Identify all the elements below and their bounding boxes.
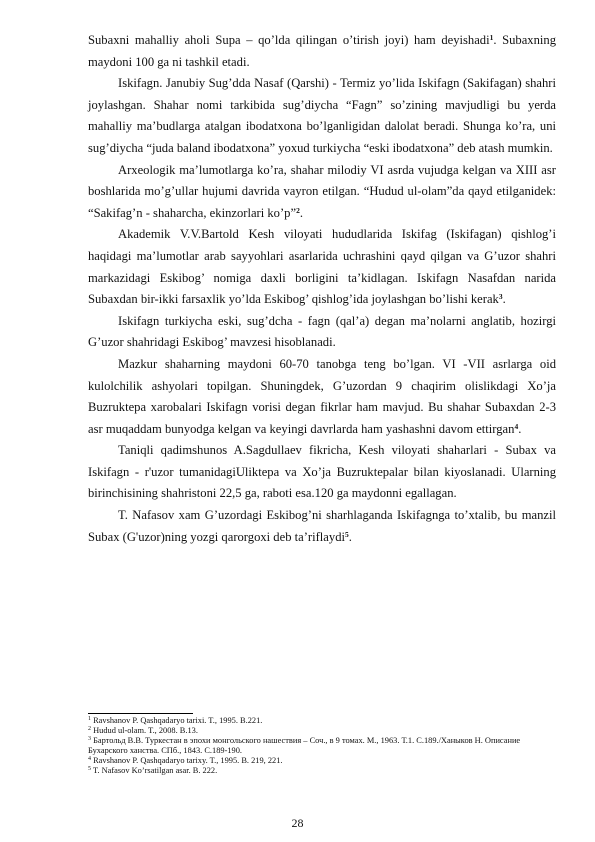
paragraph: Taniqli qadimshunos A.Sagdullaev fikricha, Kesh viloyati shaharlari - Subax va Iskifagn - r'uzor tumanidagiUliktepa va Xo’ja Buzruktepalar bilan kiyoslanadi. Ularning birinchisining shahristoni 22,5 ga, raboti esa.120 ga maydonni egallagan. xyxy=(88,443,556,501)
paragraph: Subaxni mahalliy aholi Supa – qo’lda qilingan o’tirish joyi) ham deyishadi$^1$. Subaxning maydoni 100 ga ni tashkil etadi. xyxy=(88,33,556,69)
footnote: $^5$ T. Nafasov Ko’rsatilgan asar. B. 222. xyxy=(88,766,218,775)
footnote-ref: 2 xyxy=(296,205,300,215)
footnote: $^3$ Бартольд В.В. Туркестан в эпохи монгольского нашествия – Соч., в 9 томах. М., 1963. Т.1. С.189./Ханыков Н. Описание Бухарского ханства. СПб., 1843. С.189-190. xyxy=(88,736,521,755)
paragraph: Arxeologik ma’lumotlarga ko’ra, shahar milodiy VI asrda vujudga kelgan va XIII asr boshlarida mo’g’ullar hujumi davrida vayron etilgan. “Hudud ul-olam”da qayd etilganidek: “Sakifag’n - shaharcha, ekinzorlari ko’p”$^2$. xyxy=(88,162,556,220)
footnotes xyxy=(88,716,556,776)
paragraph: Mazkur shaharning maydoni 60-70 tanobga teng bo’lgan. VI -VII asrlarga oid kulolchilik ashyolari topilgan. Shuningdek, G’uzordan 9 chaqirim olislikdagi Xo’ja Buzruktepa xarobalari Iskifagn vorisi degan fikrlar ham mavjud. Bu shahar Subaxdan 2-3 asr muqaddam bunyodga kelgan va keyingi davrlarda ham yashashni davom ettirgan$^4$. xyxy=(88,356,556,436)
footnote: $^2$ Hudud ul-olam. T., 2008. B.13. xyxy=(88,726,198,735)
page-number: 28 xyxy=(291,816,304,830)
footnote-ref: 3 xyxy=(498,292,503,302)
footnote-divider xyxy=(88,713,193,714)
paragraph: T. Nafasov xam G’uzordagi Eskibog’ni sharhlaganda Iskifagnga to’xtalib, bu manzil Subax (G'uzor)ning yozgi qarorgoxi deb ta’riflaydi$^5$. xyxy=(88,508,556,544)
footnote: $^1$ Ravshanov P. Qashqadaryo tarixi. T., 1995. B.221. xyxy=(88,716,263,725)
paragraph: Iskifagn turkiycha eski, sug’dcha - fagn (qal’a) degan ma’nolarni anglatib, hozirgi G’uzor shahridagi Eskibog’ mavzesi hisoblanadi. xyxy=(88,313,556,350)
paragraph: Akademik V.V.Bartold Kesh viloyati hududlarida Iskifag (Iskifagan) qishlog’i haqidagi ma’lumotlar arab sayyohlari asarlarida uchrashini qayd qilgan va G’uzor shahri markazidagi Eskibog’ nomiga daxli borligini ta’kidlagan. Iskifagn Nasafdan narida Subaxdan bir-ikki farsaxlik yo’lda Eskibog’ qishlog’ida joylashgan bo’lishi kerak$^3$. xyxy=(88,227,556,307)
footnote-ref: 4 xyxy=(514,421,519,431)
body-text xyxy=(88,30,556,548)
paragraph: Iskifagn. Janubiy Sug’dda Nasaf (Qarshi) - Termiz yo’lida Iskifagn (Sakifagan) shahri joylashgan. Shahar nomi tarkibida sug’diycha “Fagn” so’zining mavjudligi bu yerda mahalliy ma’budlarga atalgan ibodatxona bo’lganligidan dalolat beradi. Shunga ko’ra, uni sug’diycha “juda baland ibodatxona” yoxud turkiycha “eski ibodatxona” deb atash mumkin. xyxy=(88,76,556,155)
footnote: $^4$ Ravshanov P. Qashqadaryo tarixy. T., 1995. B. 219, 221. xyxy=(88,756,283,765)
footnote-ref: 5 xyxy=(345,529,349,539)
footnote-ref: 1 xyxy=(489,33,494,42)
